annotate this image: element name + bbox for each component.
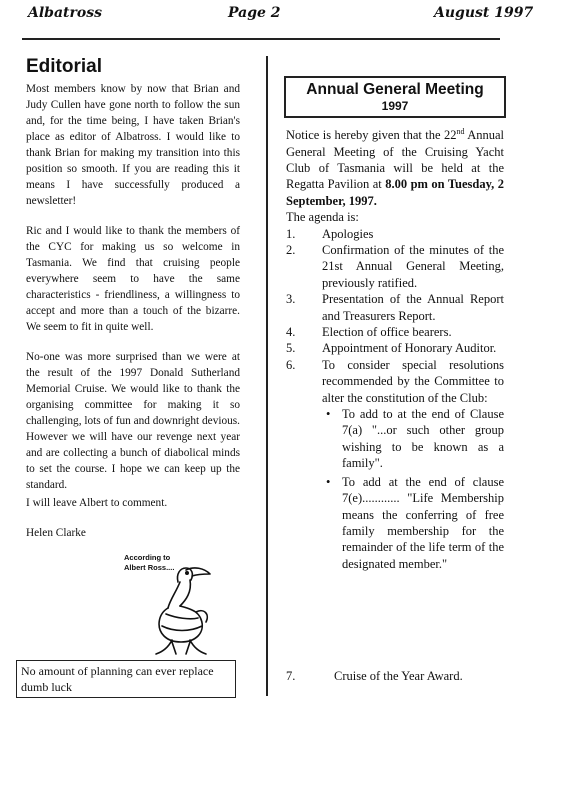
editorial-paragraph: No-one was more surprised than we were at the result of the 1997 Donald Sutherland Memorial Cruise. We would like to thank the organising committee for making it so challenging, lots of fun and downright devious. However we will have our revenge next year and are collecting a bunch of diabolical minds to set the course. I hope we can keep up the standard. — [26, 351, 240, 491]
agenda-item — [286, 291, 504, 324]
agenda-item-number: 5. — [286, 341, 296, 356]
editorial-paragraph: Ric and I would like to thank the members of the CYC for making us so welcome in Tasmania. We find that cruising people everywhere seem to have the same characteristics - friendliness, a willingness to accept and more than a touch of the bizarre. We seem to fit in quite well. — [26, 225, 240, 333]
agenda-item-number: 7. — [286, 669, 296, 683]
agenda-item — [286, 357, 504, 406]
header-newsletter-name: Albatross — [28, 5, 102, 21]
resolution-bullet: • To add at the end of clause 7(e)............ "Life Membership means the conferring of free family membership for the remainder of the life term of the designated member." — [342, 474, 504, 572]
editorial-signature: Helen Clarke — [26, 527, 86, 539]
agenda-item — [286, 324, 504, 340]
editorial-column — [26, 56, 240, 541]
agm-title: Annual General Meeting — [306, 81, 484, 98]
header-page-number: Page 2 — [228, 5, 281, 21]
editorial-title: Editorial — [26, 56, 103, 77]
agm-year: 1997 — [381, 99, 409, 113]
agenda-item-number: 6. — [286, 357, 296, 372]
agenda-item-number: 3. — [286, 292, 296, 307]
resolution-list — [286, 406, 504, 572]
header-rule — [22, 38, 500, 40]
agm-heading-box — [284, 76, 506, 118]
agenda-item — [286, 242, 504, 291]
header-issue-date: August 1997 — [434, 5, 534, 21]
agenda-item-number: 2. — [286, 243, 296, 257]
agenda-item-text: Appointment of Honorary Auditor. — [322, 341, 497, 356]
column-divider — [266, 56, 268, 696]
agenda-item — [286, 668, 463, 684]
editorial-paragraph: Most members know by now that Brian and Judy Cullen have gone north to follow the sun and, for the time being, I have taken Brian's place as editor of Albatross. I would like to thank Brian for making my transition into this position so smooth. If you are reading this it means I have successfully produced a newsletter! — [26, 83, 240, 207]
agenda-item-text: Presentation of the Annual Report and Treasurers Report. — [322, 292, 504, 323]
agenda-item — [286, 340, 504, 356]
editorial-paragraph: I will leave Albert to comment. — [26, 497, 168, 509]
agenda-item — [286, 226, 504, 242]
albatross-cartoon-icon — [106, 552, 256, 660]
agenda-item-text: Cruise of the Year Award. — [334, 669, 463, 683]
quote-box: No amount of planning can ever replace dumb luck — [16, 660, 236, 698]
resolution-bullet: • To add to at the end of Clause 7(a) "...or such other group wishing to be known as a family". — [342, 406, 504, 472]
agm-notice: Notice is hereby given that the 22nd Annual General Meeting of the Cruising Yacht Club of Tasmania will be held at the Regatta Pavilion at 8.00 pm on Tuesday, 2 September, 1997. — [286, 127, 505, 208]
agenda-item-text: Confirmation of the minutes of the 21st Annual General Meeting, previously ratified. — [322, 243, 504, 290]
agenda-item-text: Apologies — [322, 226, 374, 241]
cartoon-caption: According to Albert Ross.... — [124, 553, 175, 572]
agenda-item-text: To consider special resolutions recommended by the Committee to alter the constitution of the Club: — [322, 357, 504, 405]
agm-column — [286, 76, 504, 574]
agenda-item-number: 4. — [286, 325, 296, 340]
agenda-item-number: 1. — [286, 226, 296, 241]
agenda-item-text: Election of office bearers. — [322, 325, 452, 340]
agenda-intro: The agenda is: — [286, 210, 359, 225]
agenda-list — [286, 226, 504, 406]
